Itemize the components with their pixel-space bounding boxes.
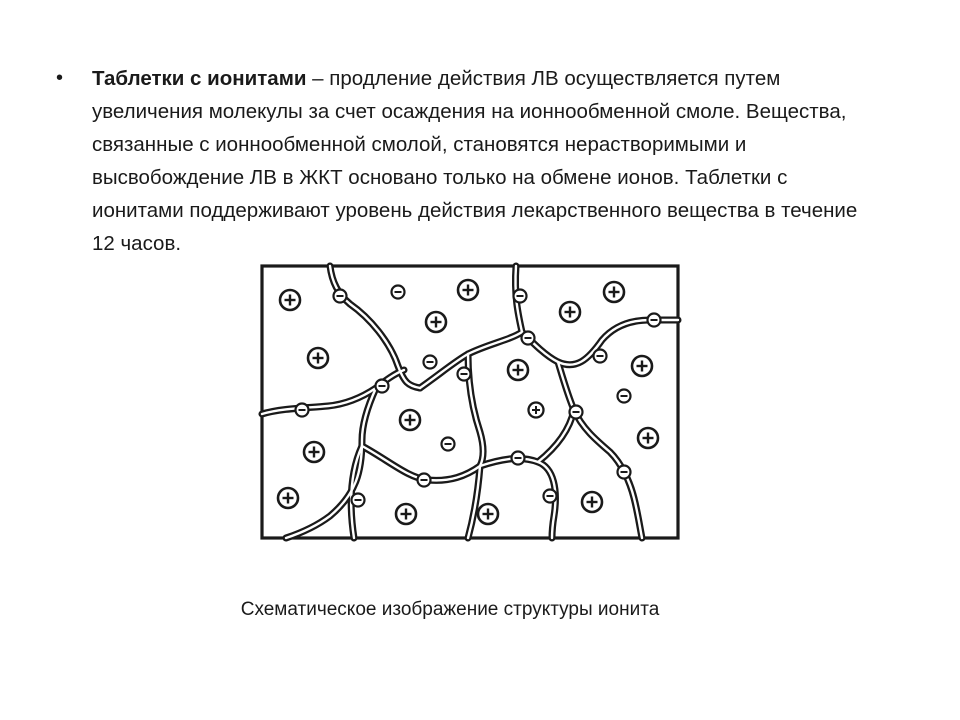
positive-ion-icon: [560, 302, 580, 322]
positive-ion-icon: [280, 290, 300, 310]
negative-ion-icon: [648, 314, 661, 327]
bullet-item: [56, 62, 876, 260]
bullet-body: – продление действия ЛВ осуществляется путем увеличения молекулы за счет осаждения на ионнообменной смоле. Вещества, связанные с ионнообменной смолой, становятся нерастворимыми и высвобождение ЛВ в ЖКТ основано только на обмене ионов. Таблетки с ионитами поддерживают уровень действия лекарственного вещества в течение 12 часов.: [92, 67, 858, 255]
negative-ion-icon: [570, 406, 583, 419]
negative-ion-icon: [594, 350, 607, 363]
negative-ion-icon: [544, 490, 557, 503]
negative-ion-icon: [392, 286, 405, 299]
positive-ion-icon: [582, 492, 602, 512]
negative-ion-icon: [296, 404, 309, 417]
negative-ion-icon: [618, 466, 631, 479]
positive-ion-icon: [426, 312, 446, 332]
positive-ion-icon: [308, 348, 328, 368]
positive-ion-icon: [604, 282, 624, 302]
negative-ion-icon: [352, 494, 365, 507]
negative-ion-icon: [522, 332, 535, 345]
bullet-text: [92, 62, 872, 260]
positive-ion-icon: [529, 403, 544, 418]
positive-ion-icon: [458, 280, 478, 300]
negative-ion-icon: [618, 390, 631, 403]
negative-ion-icon: [512, 452, 525, 465]
positive-ion-icon: [278, 488, 298, 508]
positive-ion-icon: [304, 442, 324, 462]
positive-ion-icon: [400, 410, 420, 430]
figure-caption: Схематическое изображение структуры ионита: [240, 599, 660, 620]
negative-ion-icon: [376, 380, 389, 393]
positive-ion-icon: [396, 504, 416, 524]
negative-ion-icon: [424, 356, 437, 369]
ion-exchanger-diagram: [258, 262, 682, 542]
positive-ion-icon: [478, 504, 498, 524]
negative-ion-icon: [418, 474, 431, 487]
positive-ion-icon: [632, 356, 652, 376]
bullet-marker: •: [56, 67, 64, 89]
negative-ion-icon: [458, 368, 471, 381]
positive-ion-icon: [638, 428, 658, 448]
bullet-lead: Таблетки с ионитами: [92, 67, 307, 90]
negative-ion-icon: [514, 290, 527, 303]
positive-ion-icon: [508, 360, 528, 380]
ion-exchanger-svg: [258, 262, 682, 542]
negative-ion-icon: [442, 438, 455, 451]
negative-ion-icon: [334, 290, 347, 303]
